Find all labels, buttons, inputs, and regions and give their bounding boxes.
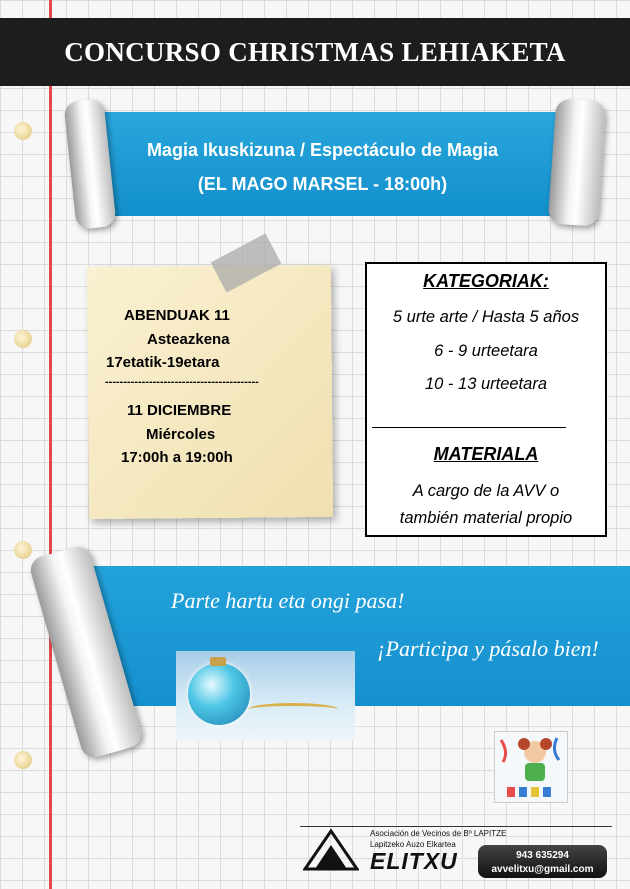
ornament-cap — [210, 657, 226, 666]
event-performer: (EL MAGO MARSEL - 18:00h) — [197, 174, 448, 194]
child-painting-image — [494, 731, 568, 803]
categories-divider — [372, 427, 566, 428]
footer-rule — [300, 826, 612, 827]
date-basque: ABENDUAK 11 — [124, 307, 230, 324]
category-item: 10 - 13 urteetara — [425, 375, 547, 393]
schedule-divider: ------------------------------------------ — [105, 376, 259, 388]
gold-ribbon — [248, 703, 338, 716]
material-text: A cargo de la AVV o — [412, 482, 560, 500]
binder-hole — [14, 122, 32, 140]
email-address[interactable]: avvelitxu@gmail.com — [491, 864, 594, 875]
notebook-margin-line — [49, 0, 52, 889]
page-title: CONCURSO CHRISTMAS LEHIAKETA — [64, 37, 566, 67]
categories-heading: KATEGORIAK: — [423, 271, 549, 291]
association-name-es: Asociación de Vecinos de Bº LAPITZE — [370, 829, 507, 838]
paper-curl-right — [548, 98, 607, 226]
event-title: Magia Ikuskizuna / Espectáculo de Magia — [146, 140, 499, 160]
time-spanish: 17:00h a 19:00h — [121, 449, 233, 466]
ornament-ball-icon — [188, 663, 250, 725]
material-text: también material propio — [399, 509, 573, 527]
christmas-ornament-image — [176, 651, 355, 741]
time-basque: 17etatik-19etara — [106, 354, 220, 371]
date-spanish: 11 DICIEMBRE — [127, 402, 232, 419]
weekday-spanish: Miércoles — [146, 426, 216, 443]
brand-logo-text: ELITXU — [370, 848, 458, 874]
binder-hole — [14, 541, 32, 559]
schedule-note — [87, 265, 333, 519]
category-item: 6 - 9 urteetara — [434, 342, 538, 360]
slogan-spanish: ¡Participa y pásalo bien! — [377, 636, 599, 661]
event-banner — [85, 112, 560, 216]
slogan-basque: Parte hartu eta ongi pasa! — [171, 588, 405, 613]
category-item: 5 urte arte / Hasta 5 años — [392, 308, 580, 326]
association-name-eu: Lapitzeko Auzo Elkartea — [370, 840, 456, 849]
weekday-basque: Asteazkena — [147, 331, 230, 348]
binder-hole — [14, 330, 32, 348]
mountain-logo-icon — [303, 827, 359, 873]
material-heading: MATERIALA — [433, 444, 539, 464]
binder-hole — [14, 751, 32, 769]
phone-number: 943 635294 — [516, 850, 569, 861]
